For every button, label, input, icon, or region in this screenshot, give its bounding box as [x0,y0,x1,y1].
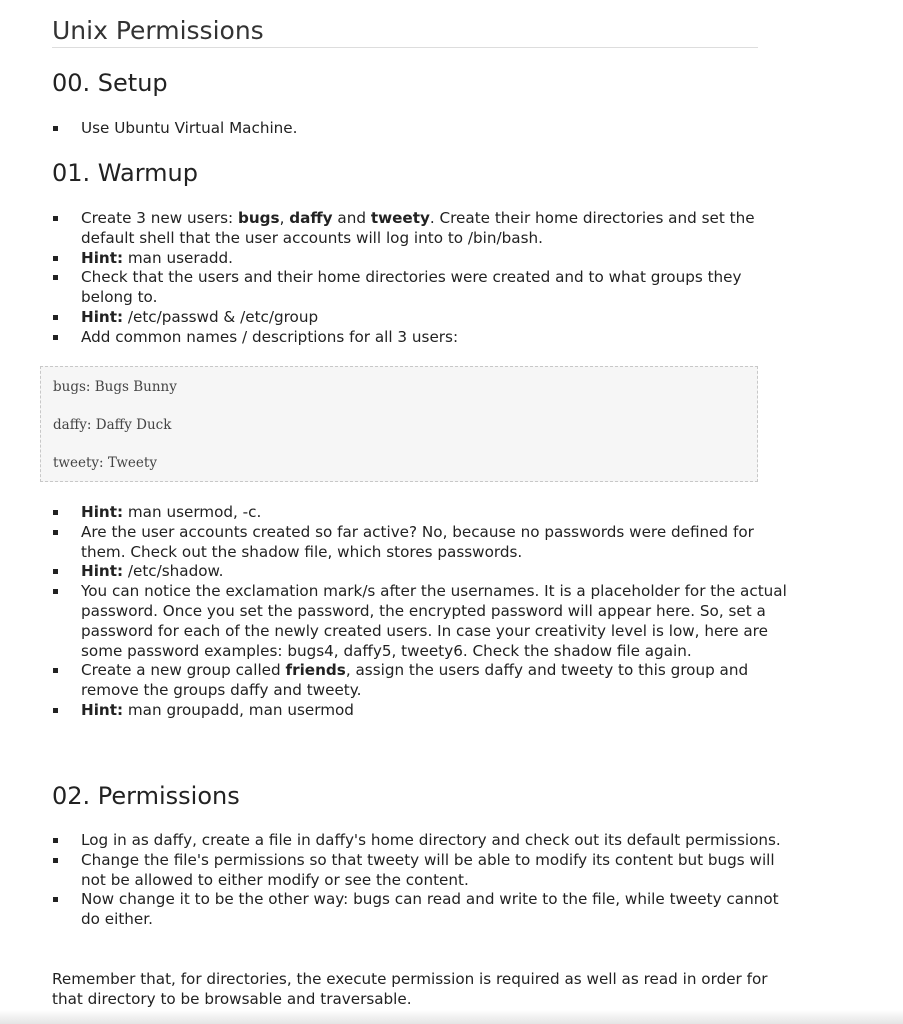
list-item: You can notice the exclamation mark/s after the usernames. It is a placeholder for the actual password. Once you set the password, the encrypted password will appear here. So, set a password for each of the newly created users. In case your creativity level is low, here are some password examples: bugs4, daffy5, tweety6. Check the shadow file again. [52,582,787,661]
list-item: Use Ubuntu Virtual Machine. [52,119,787,139]
list-item: Add common names / descriptions for all 3 users: [52,328,787,348]
list-item: Hint: /etc/shadow. [52,562,787,582]
closing-paragraph: Remember that, for directories, the execute permission is required as well as read in order for that directory to be browsable and traversable. [52,970,768,1008]
bullet-icon [53,530,58,535]
bullet-icon [53,668,58,673]
bullet-icon [53,858,58,863]
bullet-icon [53,897,58,902]
bullet-icon [53,216,58,221]
list-item: Are the user accounts created so far active? No, because no passwords were defined for them. Check out the shadow file, which stores passwords. [52,523,787,563]
list-item: Hint: man usermod, -c. [52,503,787,523]
list-item: Hint: man useradd. [52,249,787,269]
warmup-list-1 [52,209,787,348]
bullet-icon [53,589,58,594]
section-heading-permissions: 02. Permissions [52,782,240,810]
permissions-list [52,831,787,930]
list-item: Now change it to be the other way: bugs can read and write to the file, while tweety cannot do either. [52,890,787,930]
list-item: Create a new group called friends, assign the users daffy and tweety to this group and remove the groups daffy and tweety. [52,661,787,701]
section-heading-setup: 00. Setup [52,69,168,97]
setup-list [52,119,787,139]
bullet-icon [53,315,58,320]
bullet-icon [53,256,58,261]
code-line-tweety: tweety: Tweety [53,455,157,471]
bottom-fade [0,1010,903,1024]
list-item: Hint: /etc/passwd & /etc/group [52,308,787,328]
list-item: Change the file's permissions so that tweety will be able to modify its content but bugs will not be allowed to either modify or see the content. [52,851,787,891]
list-item: Hint: man groupadd, man usermod [52,701,787,721]
page-title: Unix Permissions [52,15,758,48]
bullet-icon [53,275,58,280]
bullet-icon [53,510,58,515]
code-block [40,366,758,482]
bullet-icon [53,838,58,843]
bullet-icon [53,126,58,131]
warmup-list-2 [52,503,787,721]
code-line-bugs: bugs: Bugs Bunny [53,379,177,395]
list-item: Log in as daffy, create a file in daffy's home directory and check out its default permissions. [52,831,787,851]
list-item: Create 3 new users: bugs, daffy and tweety. Create their home directories and set the default shell that the user accounts will log into to /bin/bash. [52,209,787,249]
code-line-daffy: daffy: Daffy Duck [53,417,172,433]
list-item: Check that the users and their home directories were created and to what groups they belong to. [52,268,787,308]
bullet-icon [53,569,58,574]
bullet-icon [53,708,58,713]
bullet-icon [53,335,58,340]
section-heading-warmup: 01. Warmup [52,159,198,187]
